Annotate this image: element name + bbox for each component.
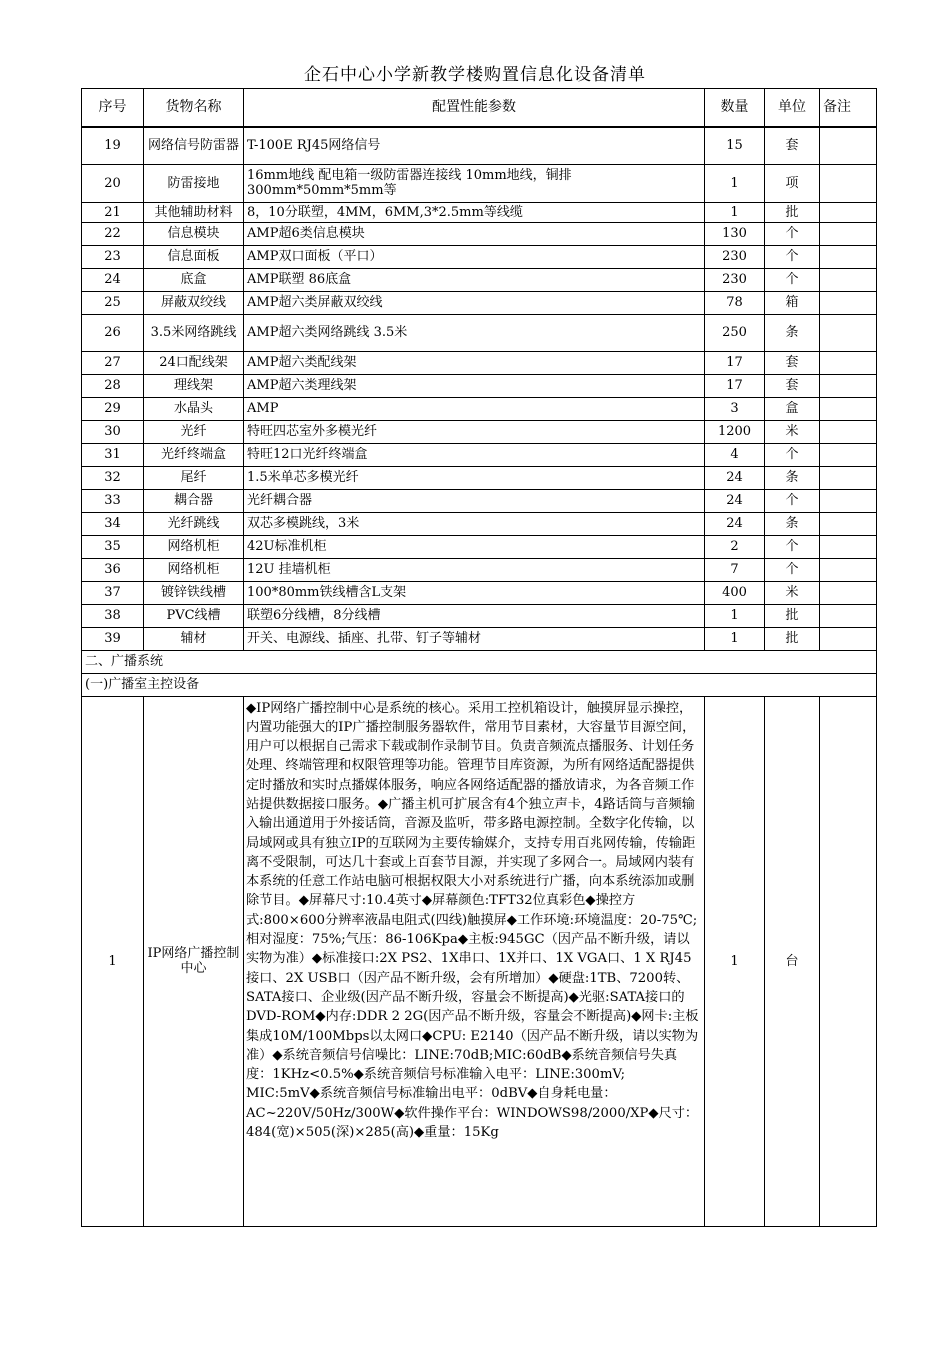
row-unit: 条 [765,466,820,489]
row-qty: 17 [705,351,765,374]
row-qty: 400 [705,581,765,604]
row-unit: 箱 [765,291,820,314]
row-spec: 联塑6分线槽，8分线槽 [244,604,705,627]
header-seq: 序号 [82,89,144,128]
row-spec: 特旺四芯室外多模光纤 [244,420,705,443]
row-seq: 25 [82,291,144,314]
header-note: 备注 [820,89,877,128]
row-unit: 批 [765,604,820,627]
row-name: 3.5米网络跳线 [144,314,244,351]
row-unit: 个 [765,222,820,245]
row-spec: 16mm地线 配电箱一级防雷器连接线 10mm地线，铜排300mm*50mm*5mm等 [244,164,705,202]
row-spec: T-100E RJ45网络信号 [244,127,705,164]
row-qty: 7 [705,558,765,581]
table-row [82,374,877,397]
row-note [820,420,877,443]
row-spec: AMP [244,397,705,420]
row-note [820,512,877,535]
row-qty: 2 [705,535,765,558]
header-unit: 单位 [765,89,820,128]
row-name: IP网络广播控制中心 [144,696,244,1226]
row-qty: 230 [705,268,765,291]
section-title: 二、广播系统 [82,650,877,673]
row-note [820,489,877,512]
row-spec: 1.5米单芯多模光纤 [244,466,705,489]
row-note [820,202,877,222]
row-qty: 1 [705,696,765,1226]
row-qty: 24 [705,512,765,535]
row-note [820,696,877,1226]
subsection-title: (一)广播室主控设备 [82,673,877,696]
table-row [82,696,877,1226]
row-qty: 1 [705,164,765,202]
row-name: 理线架 [144,374,244,397]
row-qty: 3 [705,397,765,420]
equipment-table [81,88,877,1227]
row-name: 屏蔽双绞线 [144,291,244,314]
header-spec: 配置性能参数 [244,89,705,128]
row-spec: AMP超六类屏蔽双绞线 [244,291,705,314]
row-unit: 套 [765,374,820,397]
row-name: 信息面板 [144,245,244,268]
row-name: 辅材 [144,627,244,650]
row-note [820,466,877,489]
row-seq: 20 [82,164,144,202]
row-seq: 23 [82,245,144,268]
row-seq: 19 [82,127,144,164]
row-spec: AMP超六类理线架 [244,374,705,397]
row-unit: 盒 [765,397,820,420]
row-seq: 31 [82,443,144,466]
row-unit: 条 [765,512,820,535]
header-name: 货物名称 [144,89,244,128]
row-note [820,535,877,558]
row-name: 水晶头 [144,397,244,420]
row-note [820,627,877,650]
row-qty: 17 [705,374,765,397]
table-row [82,604,877,627]
row-note [820,443,877,466]
row-note [820,604,877,627]
section-row [82,650,877,673]
row-seq: 39 [82,627,144,650]
row-unit: 套 [765,127,820,164]
row-name: 其他辅助材料 [144,202,244,222]
row-seq: 37 [82,581,144,604]
row-seq: 24 [82,268,144,291]
row-qty: 1 [705,604,765,627]
table-row [82,627,877,650]
row-seq: 38 [82,604,144,627]
row-spec: 100*80mm铁线槽含L支架 [244,581,705,604]
row-note [820,127,877,164]
row-qty: 1 [705,202,765,222]
row-name: 信息模块 [144,222,244,245]
table-row [82,127,877,164]
row-name: 尾纤 [144,466,244,489]
row-note [820,268,877,291]
table-row [82,581,877,604]
table-row [82,466,877,489]
row-unit: 个 [765,245,820,268]
row-spec: AMP双口面板（平口） [244,245,705,268]
header-qty: 数量 [705,89,765,128]
row-spec: 特旺12口光纤终端盒 [244,443,705,466]
table-row [82,512,877,535]
row-unit: 个 [765,268,820,291]
row-seq: 21 [82,202,144,222]
table-row [82,268,877,291]
row-name: 24口配线架 [144,351,244,374]
row-note [820,374,877,397]
row-unit: 批 [765,627,820,650]
table-row [82,535,877,558]
row-seq: 32 [82,466,144,489]
row-note [820,291,877,314]
row-note [820,222,877,245]
table-row [82,443,877,466]
row-spec: AMP超六类配线架 [244,351,705,374]
row-note [820,164,877,202]
row-note [820,314,877,351]
table-row [82,222,877,245]
row-seq: 35 [82,535,144,558]
row-spec: AMP超六类网络跳线 3.5米 [244,314,705,351]
row-spec: ◆IP网络广播控制中心是系统的核心。采用工控机箱设计，触摸屏显示操控，内置功能强大的IP广播控制服务器软件，常用节目素材，大容量节目源空间，用户可以根据自己需求下载或制作录制节目。负责音频流点播服务、计划任务处理、终端管理和权限管理等功能。管理节目库资源，为所有网络适配器提供定时播放和实时点播媒体服务，响应各网络适配器的播放请求，为各音频工作站提供数据接口服务。◆广播主机可扩展含有4个独立声卡，4路话筒与音频输入输出通道用于外接话筒，音源及监听，带多路电源控制。全数字化传输，以局域网或具有独立IP的互联网为主要传输媒介，支持专用百兆网传输，传输距离不受限制，可达几十套或上百套节目源，并实现了多网合一。局域网内装有本系统的任意工作站电脑可根据权限大小对系统进行广播，向本系统添加或删除节目。◆屏幕尺寸:10.4英寸◆屏幕颜色:TFT32位真彩色◆操控方式:800×600分辨率液晶电阻式(四线)触摸屏◆工作环境:环境温度：20-75℃;相对湿度：75%;气压：86-106Kpa◆主板:945GC（因产品不断升级，请以实物为准）◆标准接口:2X PS2、1X串口、1X并口、1X VGA口、1 X RJ45接口、2X USB口（因产品不断升级，会有所增加）◆硬盘:1TB、7200转、SATA接口、企业级(因产品不断升级，容量会不断提高)◆光驱:SATA接口的DVD-ROM◆内存:DDR 2 2G(因产品不断升级，容量会不断提高)◆网卡:主板集成10M/100Mbps以太网口◆CPU: E2140（因产品不断升级，请以实物为准）◆系统音频信号信噪比：LINE:70dB;MIC:60dB◆系统音频信号失真度：1KHz<0.5%◆系统音频信号标准输入电平：LINE:300mV; MIC:5mV◆系统音频信号标准输出电平：0dBV◆自身耗电量：AC~220V/50Hz/300W◆软件操作平台：WINDOWS98/2000/XP◆尺寸：484(宽)×505(深)×285(高)◆重量：15Kg [244,696,705,1226]
row-unit: 米 [765,420,820,443]
row-qty: 78 [705,291,765,314]
row-qty: 130 [705,222,765,245]
row-note [820,245,877,268]
table-row [82,397,877,420]
row-seq: 36 [82,558,144,581]
row-name: 防雷接地 [144,164,244,202]
row-qty: 24 [705,466,765,489]
row-spec: AMP超6类信息模块 [244,222,705,245]
table-row [82,558,877,581]
table-row [82,164,877,202]
row-unit: 个 [765,489,820,512]
row-unit: 个 [765,558,820,581]
row-seq: 34 [82,512,144,535]
row-qty: 4 [705,443,765,466]
document-title: 企石中心小学新教学楼购置信息化设备清单 [304,65,646,85]
row-spec: AMP联塑 86底盒 [244,268,705,291]
row-spec: 开关、电源线、插座、扎带、钉子等辅材 [244,627,705,650]
row-name: 网络机柜 [144,558,244,581]
row-seq: 26 [82,314,144,351]
table-row [82,291,877,314]
row-note [820,397,877,420]
row-unit: 套 [765,351,820,374]
row-seq: 22 [82,222,144,245]
row-unit: 台 [765,696,820,1226]
row-name: 光纤 [144,420,244,443]
row-seq: 1 [82,696,144,1226]
row-name: 耦合器 [144,489,244,512]
table-row [82,314,877,351]
row-spec: 光纤耦合器 [244,489,705,512]
row-seq: 30 [82,420,144,443]
row-seq: 28 [82,374,144,397]
row-unit: 个 [765,535,820,558]
row-unit: 批 [765,202,820,222]
row-seq: 29 [82,397,144,420]
subsection-row [82,673,877,696]
row-name: 镀锌铁线槽 [144,581,244,604]
row-note [820,558,877,581]
row-spec: 双芯多模跳线，3米 [244,512,705,535]
row-seq: 27 [82,351,144,374]
row-spec: 42U标准机柜 [244,535,705,558]
row-unit: 米 [765,581,820,604]
row-note [820,351,877,374]
row-qty: 1 [705,627,765,650]
row-name: 光纤终端盒 [144,443,244,466]
table-row [82,420,877,443]
table-row [82,489,877,512]
row-name: 网络信号防雷器 [144,127,244,164]
row-note [820,581,877,604]
row-unit: 项 [765,164,820,202]
row-unit: 个 [765,443,820,466]
row-unit: 条 [765,314,820,351]
row-qty: 250 [705,314,765,351]
row-name: PVC线槽 [144,604,244,627]
row-seq: 33 [82,489,144,512]
table-row [82,202,877,222]
row-qty: 230 [705,245,765,268]
row-name: 网络机柜 [144,535,244,558]
row-name: 光纤跳线 [144,512,244,535]
row-qty: 15 [705,127,765,164]
row-qty: 24 [705,489,765,512]
row-name: 底盒 [144,268,244,291]
row-qty: 1200 [705,420,765,443]
table-row [82,245,877,268]
row-spec: 8，10分联塑，4MM，6MM,3*2.5mm等线缆 [244,202,705,222]
header-row [82,89,877,128]
row-spec: 12U 挂墙机柜 [244,558,705,581]
table-row [82,351,877,374]
